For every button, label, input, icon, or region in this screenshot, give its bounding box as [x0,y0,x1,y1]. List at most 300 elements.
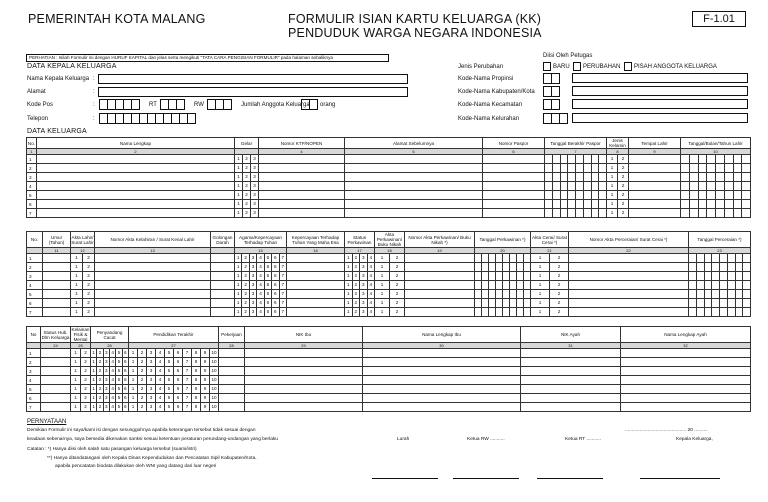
option-box[interactable]: 4 [369,282,373,287]
option-box[interactable]: 3 [104,403,110,411]
table-cell[interactable] [95,299,211,308]
table-cell[interactable] [607,155,629,164]
option-box[interactable]: 6 [124,377,127,382]
char-box[interactable] [734,155,743,163]
table-cell[interactable] [621,349,751,358]
option-box[interactable]: 2 [557,255,561,260]
entry-boxes[interactable] [483,209,544,217]
option-box[interactable]: 6 [174,385,183,393]
table-cell[interactable] [375,272,405,281]
table-cell[interactable] [71,349,91,358]
option-box[interactable]: 2 [242,290,249,298]
table-cell[interactable] [43,308,71,317]
table-cell[interactable] [71,403,91,412]
option-box[interactable]: 4 [156,394,165,402]
option-box[interactable]: 4 [257,263,264,271]
char-box[interactable] [592,155,600,163]
option-box[interactable]: 1 [345,299,353,307]
option-box[interactable]: 1 [91,385,97,393]
option-box[interactable]: 9 [201,385,210,393]
option-box[interactable]: 9 [201,394,210,402]
option-box[interactable]: 5 [116,358,122,366]
char-box[interactable] [742,182,750,190]
char-box[interactable] [699,209,708,217]
option-box[interactable]: 7 [183,394,192,402]
table-cell[interactable] [375,299,405,308]
option-box[interactable]: 1 [91,349,97,357]
char-box[interactable] [743,254,750,262]
option-box[interactable]: 1 [345,254,353,262]
char-box[interactable] [743,299,750,307]
entry-boxes[interactable] [345,182,482,190]
option-box[interactable]: 2 [84,359,87,364]
table-cell[interactable] [71,385,91,394]
entry-boxes[interactable] [689,263,750,271]
option-box[interactable]: 3 [147,385,156,393]
char-box[interactable] [736,281,744,289]
char-box[interactable] [743,281,750,289]
option-box[interactable]: 3 [250,272,257,280]
char-box[interactable] [705,263,713,271]
option-box[interactable]: 2 [395,291,399,296]
char-box[interactable] [482,254,489,262]
char-box[interactable] [496,281,503,289]
table-cell[interactable] [211,299,235,308]
option-box[interactable]: 1 [531,299,550,307]
option-box[interactable]: 5 [265,290,272,298]
option-box[interactable]: 5 [116,394,122,402]
table-cell[interactable] [689,263,751,272]
option-box[interactable]: 4 [110,358,116,366]
entry-boxes[interactable] [235,164,258,172]
table-cell[interactable] [71,254,95,263]
char-box[interactable] [720,281,728,289]
char-box[interactable] [716,200,725,208]
char-box[interactable] [553,209,561,217]
option-box[interactable]: 10 [211,386,217,391]
option-box[interactable]: 2 [84,386,87,391]
table-cell[interactable] [345,164,483,173]
option-box[interactable]: 2 [621,183,625,188]
char-box[interactable] [524,308,530,316]
option-box[interactable]: 2 [243,164,251,172]
table-cell[interactable] [621,358,751,367]
char-box[interactable] [707,200,716,208]
char-box[interactable] [568,191,576,199]
option-box[interactable]: 1 [71,349,81,357]
table-cell[interactable] [531,254,569,263]
entry-boxes[interactable] [71,290,94,298]
table-cell[interactable] [211,272,235,281]
option-box[interactable]: 4 [257,299,264,307]
table-cell[interactable] [129,385,219,394]
entry-boxes[interactable] [607,209,628,217]
option-box[interactable]: 8 [192,394,201,402]
option-box[interactable]: 1 [71,367,81,375]
char-box[interactable] [689,308,697,316]
table-cell[interactable] [681,173,751,182]
char-box[interactable] [742,155,750,163]
char-box[interactable] [699,200,708,208]
option-box[interactable]: 1 [375,299,390,307]
table-cell[interactable] [363,385,521,394]
entry-boxes[interactable] [71,385,90,393]
table-cell[interactable] [689,281,751,290]
table-cell[interactable] [235,263,287,272]
option-box[interactable]: 7 [183,367,192,375]
option-box[interactable]: 3 [250,281,257,289]
table-cell[interactable] [71,281,95,290]
option-box[interactable]: 1 [91,358,97,366]
char-box[interactable] [576,155,584,163]
entry-boxes[interactable] [375,281,404,289]
char-box[interactable] [705,290,713,298]
option-box[interactable]: 5 [165,358,174,366]
char-box[interactable] [576,209,584,217]
option-box[interactable]: 1 [375,308,390,316]
option-box[interactable]: 1 [71,376,81,384]
table-cell[interactable] [345,272,375,281]
table-cell[interactable] [219,376,245,385]
char-box[interactable] [716,155,725,163]
table-cell[interactable] [287,263,345,272]
char-box[interactable] [734,173,743,181]
option-box[interactable]: 1 [235,263,242,271]
option-box[interactable]: 3 [147,349,156,357]
option-box[interactable]: 9 [201,403,210,411]
char-box[interactable] [705,281,713,289]
table-cell[interactable] [405,290,475,299]
char-box[interactable] [699,191,708,199]
option-box[interactable]: 3 [250,263,257,271]
char-box[interactable] [553,200,561,208]
option-box[interactable]: 1 [235,155,243,163]
char-box[interactable] [517,281,524,289]
entry-boxes[interactable] [235,272,286,280]
option-box[interactable]: 1 [235,173,243,181]
member-count-boxes[interactable] [301,99,317,110]
entry-boxes[interactable] [259,200,344,208]
option-box[interactable]: 7 [281,282,285,287]
table-cell[interactable] [345,281,375,290]
char-box[interactable] [716,173,725,181]
table-cell[interactable] [91,376,129,385]
table-cell[interactable] [245,349,363,358]
option-box[interactable]: 3 [360,263,368,271]
table-cell[interactable] [95,263,211,272]
entry-boxes[interactable] [531,308,568,316]
table-cell[interactable] [345,299,375,308]
entry-boxes[interactable] [91,385,128,393]
option-box[interactable]: 6 [124,404,127,409]
option-box[interactable]: 5 [165,403,174,411]
table-cell[interactable] [475,290,531,299]
table-cell[interactable] [41,403,71,412]
table-cell[interactable] [245,385,363,394]
table-cell[interactable] [37,155,235,164]
option-box[interactable]: 6 [174,349,183,357]
entry-boxes[interactable] [129,349,218,357]
char-box[interactable] [561,173,569,181]
option-box[interactable]: 1 [91,394,97,402]
char-box[interactable] [712,308,720,316]
char-box[interactable] [545,209,553,217]
option-box[interactable]: 2 [557,300,561,305]
entry-boxes[interactable] [345,164,482,172]
table-cell[interactable] [629,209,681,218]
entry-boxes[interactable] [607,173,628,181]
table-cell[interactable] [211,281,235,290]
table-cell[interactable] [521,394,621,403]
table-cell[interactable] [483,155,545,164]
table-cell[interactable] [37,200,235,209]
option-box[interactable]: 3 [104,349,110,357]
option-box[interactable]: 6 [174,394,183,402]
option-box[interactable]: 4 [156,385,165,393]
char-box[interactable] [259,200,344,208]
entry-boxes[interactable] [483,155,544,163]
char-box[interactable] [699,182,708,190]
entry-boxes[interactable] [345,209,482,217]
char-box[interactable] [483,173,544,181]
entry-boxes[interactable] [607,164,628,172]
char-box[interactable] [561,209,569,217]
table-cell[interactable] [569,308,689,317]
entry-boxes[interactable] [475,290,530,298]
entry-boxes[interactable] [681,200,750,208]
entry-boxes[interactable] [259,191,344,199]
option-box[interactable]: 1 [345,281,353,289]
char-box[interactable] [705,308,713,316]
char-box[interactable] [728,254,736,262]
char-box[interactable] [725,191,734,199]
entry-boxes[interactable] [475,281,530,289]
char-box[interactable] [510,254,517,262]
entry-boxes[interactable] [475,299,530,307]
char-box[interactable] [712,290,720,298]
char-box[interactable] [707,191,716,199]
entry-boxes[interactable] [345,263,374,271]
option-box[interactable]: 3 [104,376,110,384]
table-cell[interactable] [545,182,607,191]
table-cell[interactable] [405,308,475,317]
char-box[interactable] [743,263,750,271]
entry-boxes[interactable] [483,182,544,190]
table-cell[interactable] [569,263,689,272]
entry-boxes[interactable] [531,299,568,307]
char-box[interactable] [503,281,510,289]
char-box[interactable] [592,182,600,190]
option-box[interactable]: 1 [375,254,390,262]
char-box[interactable] [489,263,496,271]
char-box[interactable] [707,155,716,163]
char-box[interactable] [690,182,699,190]
option-box[interactable]: 5 [265,263,272,271]
regency-code-boxes[interactable] [543,86,559,97]
table-cell[interactable] [95,290,211,299]
option-box[interactable]: 1 [235,182,243,190]
char-box[interactable] [716,191,725,199]
option-box[interactable]: 2 [97,349,103,357]
table-cell[interactable] [259,200,345,209]
table-cell[interactable] [235,254,287,263]
table-cell[interactable] [211,290,235,299]
char-box[interactable] [524,281,530,289]
option-box[interactable]: 9 [201,358,210,366]
entry-boxes[interactable] [259,164,344,172]
table-cell[interactable] [235,173,259,182]
char-box[interactable] [576,191,584,199]
char-box[interactable] [517,290,524,298]
option-box[interactable]: 1 [71,290,83,298]
table-cell[interactable] [405,263,475,272]
province-code-boxes[interactable] [543,73,559,84]
char-box[interactable] [734,200,743,208]
table-cell[interactable] [607,182,629,191]
option-box[interactable]: 5 [265,299,272,307]
table-cell[interactable] [259,182,345,191]
table-cell[interactable] [345,173,483,182]
option-box[interactable]: 2 [621,165,625,170]
option-box[interactable]: 6 [124,386,127,391]
option-box[interactable]: 1 [345,308,353,316]
table-cell[interactable] [545,200,607,209]
char-box[interactable] [345,182,482,190]
entry-boxes[interactable] [91,376,128,384]
char-box[interactable] [720,290,728,298]
table-cell[interactable] [569,272,689,281]
option-box[interactable]: 5 [165,385,174,393]
char-box[interactable] [496,308,503,316]
char-box[interactable] [697,299,705,307]
char-box[interactable] [503,290,510,298]
char-box[interactable] [482,299,489,307]
option-box[interactable]: 5 [265,272,272,280]
char-box[interactable] [576,164,584,172]
option-box[interactable]: 4 [156,367,165,375]
option-box[interactable]: 2 [353,290,361,298]
entry-boxes[interactable] [129,358,218,366]
option-box[interactable]: 6 [174,403,183,411]
option-box[interactable]: 9 [201,367,210,375]
table-cell[interactable] [531,281,569,290]
char-box[interactable] [561,155,569,163]
table-cell[interactable] [287,254,345,263]
district-name-field[interactable] [572,99,748,109]
table-cell[interactable] [363,394,521,403]
entry-boxes[interactable] [681,164,750,172]
option-box[interactable]: 2 [84,395,87,400]
char-box[interactable] [553,155,561,163]
char-box[interactable] [503,263,510,271]
entry-boxes[interactable] [71,299,94,307]
option-box[interactable]: 2 [242,281,249,289]
entry-boxes[interactable] [129,403,218,411]
option-box[interactable]: 4 [257,272,264,280]
entry-boxes[interactable] [71,367,90,375]
table-cell[interactable] [569,254,689,263]
char-box[interactable] [736,263,744,271]
char-box[interactable] [734,164,743,172]
char-box[interactable] [728,263,736,271]
table-cell[interactable] [607,191,629,200]
table-cell[interactable] [521,385,621,394]
table-cell[interactable] [531,308,569,317]
char-box[interactable] [689,263,697,271]
option-box[interactable]: 7 [183,403,192,411]
address-field[interactable] [98,87,408,97]
table-cell[interactable] [363,403,521,412]
option-box[interactable]: 8 [192,358,201,366]
char-box[interactable] [568,200,576,208]
option-box[interactable]: 1 [71,403,81,411]
option-box[interactable]: 2 [87,264,90,269]
option-box[interactable]: 1 [375,290,390,298]
char-box[interactable] [545,182,553,190]
village-name-field[interactable] [572,113,748,123]
rw-boxes[interactable] [207,99,231,110]
entry-boxes[interactable] [483,164,544,172]
char-box[interactable] [553,164,561,172]
option-box[interactable]: 1 [235,272,242,280]
option-box[interactable]: 10 [211,350,217,355]
option-box[interactable]: 1 [607,164,618,172]
option-box[interactable]: 5 [165,394,174,402]
option-box[interactable]: 2 [138,358,147,366]
table-cell[interactable] [521,403,621,412]
option-box[interactable]: 1 [531,254,550,262]
char-box[interactable] [705,254,713,262]
table-cell[interactable] [483,164,545,173]
char-box[interactable] [524,254,530,262]
char-box[interactable] [697,281,705,289]
char-box[interactable] [584,182,592,190]
option-box[interactable]: 6 [272,254,279,262]
table-cell[interactable] [235,200,259,209]
option-box[interactable]: 2 [242,308,249,316]
char-box[interactable] [690,191,699,199]
char-box[interactable] [475,263,482,271]
table-cell[interactable] [235,290,287,299]
char-box[interactable] [712,281,720,289]
option-box[interactable]: 3 [253,201,256,206]
entry-boxes[interactable] [607,200,628,208]
option-box[interactable]: 2 [84,350,87,355]
table-cell[interactable] [345,263,375,272]
table-cell[interactable] [531,263,569,272]
option-box[interactable]: 5 [265,281,272,289]
char-box[interactable] [475,272,482,280]
entry-boxes[interactable] [607,191,628,199]
table-cell[interactable] [681,164,751,173]
table-cell[interactable] [245,367,363,376]
entry-boxes[interactable] [345,191,482,199]
entry-boxes[interactable] [71,308,94,316]
table-cell[interactable] [91,358,129,367]
table-cell[interactable] [287,290,345,299]
table-cell[interactable] [607,209,629,218]
option-box[interactable]: 3 [253,192,256,197]
option-box[interactable]: 4 [156,403,165,411]
char-box[interactable] [728,281,736,289]
option-box[interactable]: 8 [192,367,201,375]
table-cell[interactable] [521,367,621,376]
table-cell[interactable] [245,376,363,385]
table-cell[interactable] [129,394,219,403]
char-box[interactable] [728,308,736,316]
option-box[interactable]: 2 [87,255,90,260]
char-box[interactable] [517,299,524,307]
